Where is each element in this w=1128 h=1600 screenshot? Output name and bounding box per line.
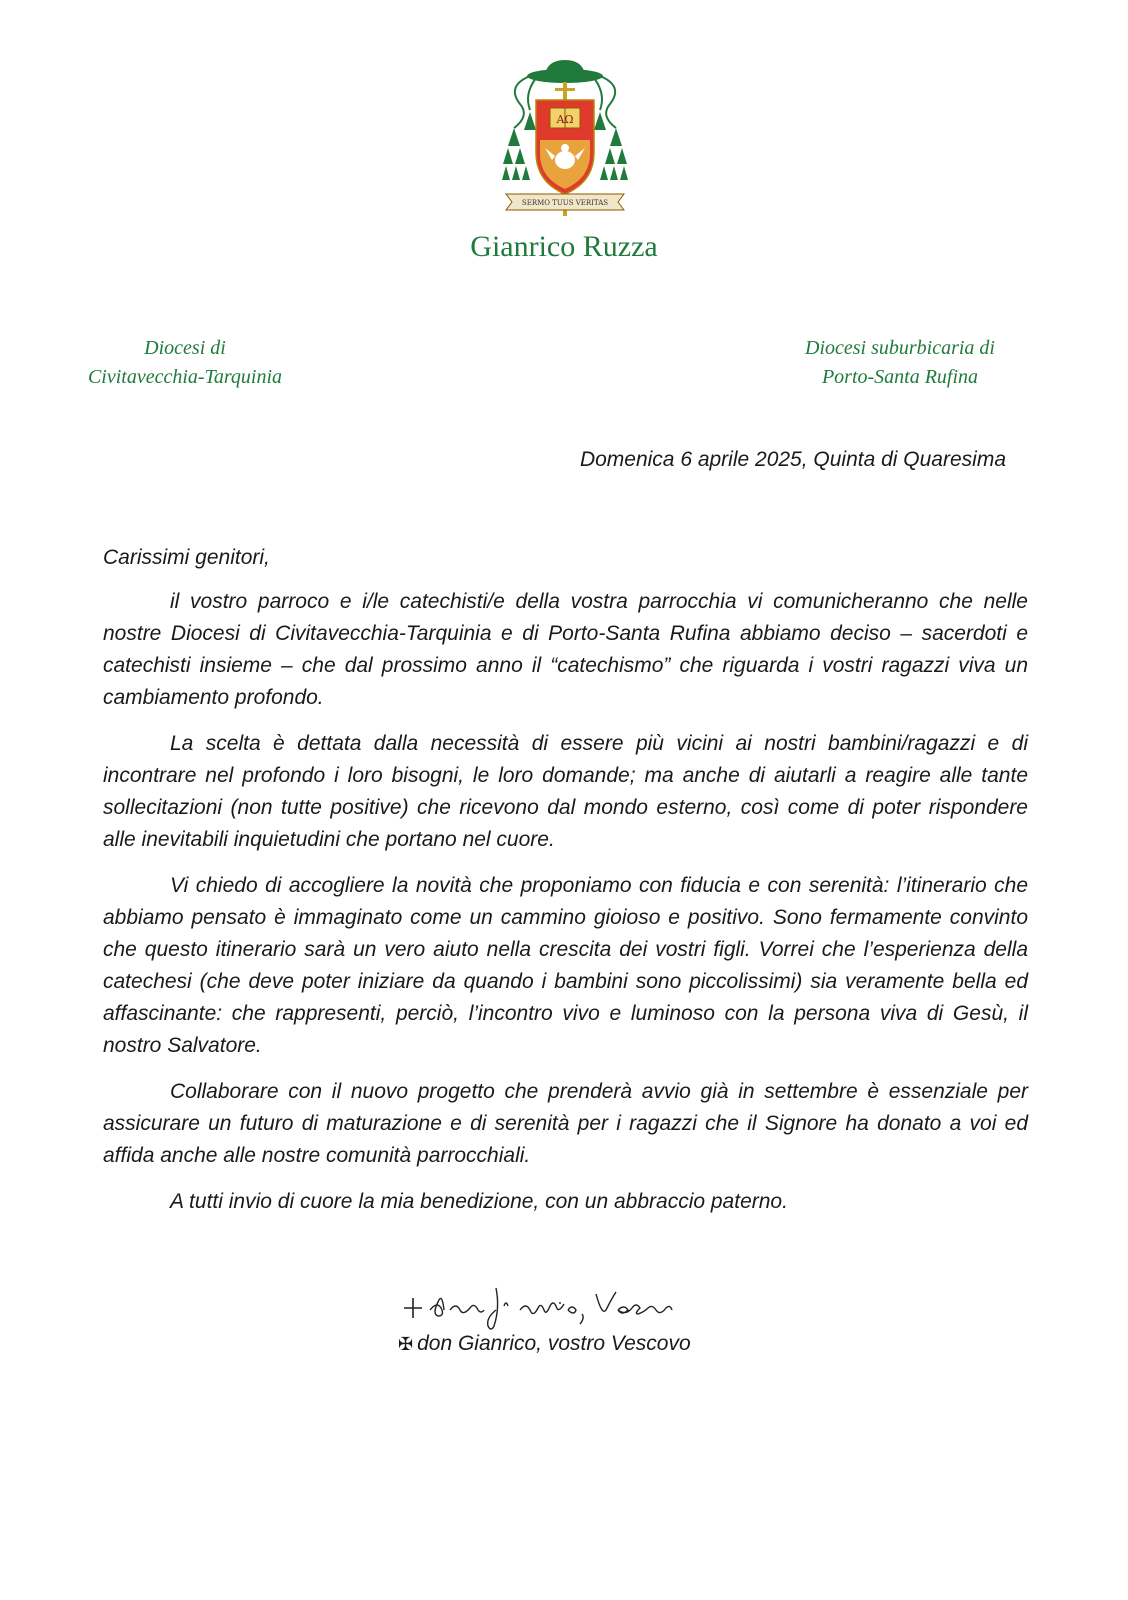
- diocese-right-line2: Porto-Santa Rufina: [821, 366, 979, 388]
- paragraph-3: Vi chiedo di accogliere la novità che proponiamo con fiducia e con serenità: l’itinerario che abbiamo pensato è immaginato come un cammino gioioso e positivo. Sono fermamente convinto che questo itinerario sarà un vero aiuto nella crescita dei vostri figli. Vorrei che l’esperienza della catechesi (che deve poter iniziare da quando i bambini sono piccolissimi) sia veramente bella ed affascinante: che rappresenti, perciò, l’incontro vivo e luminoso con la persona viva di Gesù, il nostro Salvatore.: [103, 874, 1028, 1057]
- handwritten-signature: [400, 1280, 720, 1330]
- svg-text:AΩ: AΩ: [556, 113, 574, 126]
- salutation: Carissimi genitori,: [103, 546, 270, 569]
- signature-name: [398, 1332, 691, 1356]
- closing-line: A tutti invio di cuore la mia benedizione, con un abbraccio paterno.: [170, 1190, 788, 1213]
- paragraph-2: La scelta è dettata dalla necessità di essere più vicini ai nostri bambini/ragazzi e di incontrare nel profondo i loro bisogni, le loro domande; ma anche di aiutarli a reagire alle tante sollecitazioni (non tutte positive) che ricevono dal mondo esterno, così come di poter rispondere alle inevitabili inquietudini che portano nel cuore.: [103, 732, 1028, 851]
- letter-date: Domenica 6 aprile 2025, Quinta di Quaresima: [579, 448, 1006, 471]
- diocese-right-line1: Diocesi suburbicaria di: [805, 337, 995, 359]
- diocese-left-line1: Diocesi di: [144, 337, 226, 359]
- signature-printed-name: don Gianrico, vostro Vescovo: [417, 1332, 691, 1355]
- diocese-left-line2: Civitavecchia-Tarquinia: [87, 366, 283, 388]
- diocese-right: [780, 334, 1020, 392]
- bishop-name: Gianrico Ruzza: [470, 230, 658, 263]
- paragraph-4: Collaborare con il nuovo progetto che prenderà avvio già in settembre è essenziale per assicurare un futuro di maturazione e di serenità per i ragazzi che il Signore ha donato a voi ed affida anche alle nostre comunità parrocchiali.: [103, 1080, 1028, 1167]
- diocese-left: [70, 334, 300, 392]
- letter-body: [103, 542, 1028, 1232]
- svg-text:SERMO TUUS VERITAS: SERMO TUUS VERITAS: [521, 199, 609, 207]
- paragraph-1: il vostro parroco e i/le catechisti/e della vostra parrocchia vi comunicheranno che nelle nostre Diocesi di Civitavecchia-Tarquinia e di Porto-Santa Rufina abbiamo deciso – sacerdoti e catechisti insieme – che dal prossimo anno il “catechismo” che riguarda i vostri ragazzi viva un cambiamento profondo.: [103, 590, 1028, 709]
- cross-icon: ✠: [398, 1334, 414, 1354]
- coat-of-arms-logo: [500, 56, 630, 220]
